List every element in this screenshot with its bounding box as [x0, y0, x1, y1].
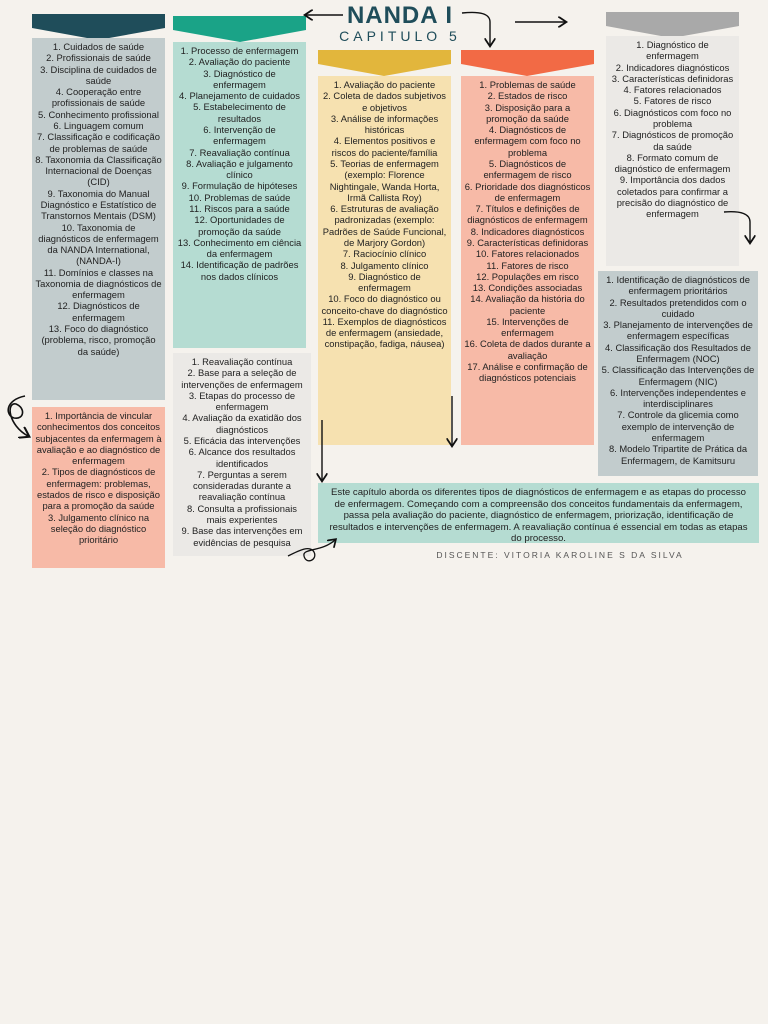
list-item: 8. Avaliação e julgamento clínico	[186, 157, 293, 181]
col2-bottom-box	[173, 353, 311, 556]
list-item: 14. Avaliação da história do paciente	[470, 293, 585, 316]
col2-top-list	[176, 45, 303, 282]
list-item: 6. Prioridade dos diagnósticos de enfermagem	[464, 180, 591, 203]
list-item: 11. Riscos para a saúde	[189, 202, 290, 214]
list-item: 11. Fatores de risco	[486, 259, 569, 271]
col4-list	[464, 79, 591, 384]
banner-navy	[32, 14, 165, 40]
list-item: 15. Intervenções de enfermagem	[486, 315, 569, 339]
list-item: 7. Títulos e definições de diagnósticos de enfermagem	[467, 203, 588, 226]
list-item: 6. Linguagem comum	[53, 119, 144, 131]
col1-top-box	[32, 38, 165, 400]
col5-top-box	[606, 36, 739, 266]
banner-gray	[606, 12, 739, 38]
banner-mustard	[318, 50, 451, 76]
list-item: 14. Identificação de padrões nos dados clínicos	[180, 259, 299, 282]
list-item: 9. Importância dos dados coletados para confirmar a precisão do diagnóstico de enfermagem	[616, 174, 729, 220]
list-item: 1. Diagnóstico de enfermagem	[636, 39, 709, 62]
list-item: 8. Formato comum de diagnóstico de enfermagem	[614, 151, 731, 175]
summary-box: Este capítulo aborda os diferentes tipos de diagnósticos de enfermagem e as etapas do processo de enfermagem. Começando com a compreensão dos conceitos fundamentais da enfermagem, passa pela avaliação do paciente, diagnóstico de enfermagem, priorização, identificação de resultados e intervenções de enfermagem. A reavaliação contínua é essencial em todas as etapas do processo.	[318, 483, 759, 543]
list-item: 10. Taxonomia de diagnósticos de enfermagem da NANDA International, (NANDA-I)	[38, 221, 159, 267]
list-item: 4. Classificação dos Resultados de Enfermagem (NOC)	[605, 341, 751, 364]
list-item: 4. Cooperação entre profissionais de saúde	[51, 86, 146, 109]
col3-box	[318, 76, 451, 445]
list-item: 4. Diagnósticos de enfermagem com foco no problema	[474, 124, 581, 158]
list-item: 4. Fatores relacionados	[623, 84, 722, 96]
list-item: 4. Planejamento de cuidados	[179, 90, 300, 102]
list-item: 2. Coleta de dados subjetivos e objetivos	[323, 90, 446, 113]
list-item: 8. Julgamento clínico	[340, 259, 429, 271]
list-item: 3. Planejamento de intervenções de enfermagem específicas	[603, 319, 753, 342]
list-item: 11. Exemplos de diagnósticos de enfermagem (ansiedade, constipação, fadiga, náusea)	[322, 315, 447, 350]
list-item: 2. Base para a seleção de intervenções de enfermagem	[181, 367, 303, 390]
list-item: 6. Intervenção de enfermagem	[203, 123, 276, 147]
list-item: 4. Avaliação da exatidão dos diagnósticos	[182, 412, 302, 435]
list-item: 6. Diagnósticos com foco no problema	[613, 106, 732, 129]
list-item: 13. Conhecimento em ciência da enfermagem	[177, 236, 302, 260]
col1-bottom-list	[35, 410, 162, 545]
list-item: 2. Profissionais de saúde	[46, 52, 151, 64]
list-item: 8. Taxonomia da Classificação Internacional de Doenças (CID)	[35, 153, 162, 188]
page-subtitle: CAPITULO 5	[339, 28, 461, 44]
list-item: 13. Condições associadas	[472, 282, 583, 294]
list-item: 6. Estruturas de avaliação padronizadas (exemplo: Padrões de Saúde Funcional, de Marjory Gordon)	[322, 203, 447, 248]
swirl-col1	[8, 396, 28, 436]
col2-top-box	[173, 42, 306, 348]
author-credit: DISCENTE: VITORIA KAROLINE S DA SILVA	[436, 550, 684, 560]
list-item: 3. Disciplina de cuidados de saúde	[40, 63, 157, 86]
list-item: 8. Indicadores diagnósticos	[470, 225, 585, 237]
list-item: 2. Resultados pretendidos com o cuidado	[609, 296, 747, 319]
list-item: 2. Indicadores diagnósticos	[615, 61, 730, 73]
list-item: 9. Formulação de hipóteses	[181, 180, 298, 192]
list-item: 7. Raciocínio clínico	[342, 248, 427, 260]
list-item: 6. Alcance dos resultados identificados	[188, 446, 296, 469]
list-item: 10. Fatores relacionados	[475, 248, 580, 260]
list-item: 7. Classificação e codificação de problemas de saúde	[37, 131, 160, 154]
list-item: 2. Estados de risco	[487, 90, 568, 102]
col5-bottom-box	[598, 271, 758, 476]
list-item: 1. Cuidados de saúde	[52, 41, 145, 52]
list-item: 1. Importância de vincular conhecimentos dos conceitos subjacentes da enfermagem à avaliação e ao diagnóstico de enfermagem	[35, 410, 162, 467]
list-item: 5. Conhecimento profissional	[38, 108, 159, 120]
list-item: 12. Oportunidades de promoção da saúde	[194, 214, 285, 237]
list-item: 3. Análise de informações históricas	[330, 112, 439, 136]
list-item: 9. Características definidoras	[466, 236, 589, 248]
banner-coral	[461, 50, 594, 76]
list-item: 1. Problemas de saúde	[479, 79, 576, 90]
list-item: 2. Tipos de diagnósticos de enfermagem: problemas, estados de risco e disposição para a promoção da saúde	[37, 466, 160, 512]
col2-bottom-list	[176, 356, 308, 548]
list-item: 8. Consulta a profissionais mais experientes	[187, 502, 297, 525]
list-item: 7. Reavaliação contínua	[189, 146, 290, 158]
list-item: 11. Domínios e classes na Taxonomia de diagnósticos de enfermagem	[35, 266, 162, 301]
list-item: 3. Julgamento clínico na seleção do diagnóstico prioritário	[47, 511, 150, 546]
list-item: 5. Eficácia das intervenções	[183, 434, 301, 446]
list-item: 3. Disposição para a promoção da saúde	[484, 101, 571, 124]
list-item: 9. Diagnóstico de enfermagem	[348, 270, 421, 294]
col3-list	[321, 79, 448, 350]
list-item: 8. Modelo Tripartite de Prática da Enfermagem, de Kamitsuru	[608, 443, 748, 466]
list-item: 3. Características definidoras	[611, 72, 734, 84]
list-item: 7. Diagnósticos de promoção da saúde	[611, 129, 734, 152]
list-item: 17. Análise e confirmação de diagnósticos potenciais	[467, 361, 588, 384]
list-item: 10. Problemas de saúde	[188, 191, 291, 203]
list-item: 6. Intervenções independentes e interdisciplinares	[609, 386, 747, 410]
list-item: 3. Diagnóstico de enfermagem	[203, 67, 276, 90]
list-item: 13. Foco do diagnóstico (problema, risco, promoção da saúde)	[41, 323, 156, 357]
col5-top-list	[609, 39, 736, 220]
list-item: 1. Identificação de diagnósticos de enfermagem prioritários	[606, 274, 750, 297]
col1-top-list	[35, 41, 162, 357]
col1-bottom-box	[32, 407, 165, 568]
list-item: 9. Base das intervenções em evidências de pesquisa	[181, 525, 303, 548]
list-item: 2. Avaliação do paciente	[188, 56, 291, 68]
list-item: 1. Reavaliação contínua	[191, 356, 293, 367]
list-item: 5. Classificação das Intervenções de Enfermagem (NIC)	[601, 364, 755, 387]
list-item: 9. Taxonomia do Manual Diagnóstico e Estatístico de Transtornos Mentais (DSM)	[40, 187, 157, 222]
col5-bottom-list	[601, 274, 755, 466]
list-item: 5. Teorias de enfermagem (exemplo: Florence Nightingale, Wanda Horta, Irmã Callista Roy)	[329, 157, 440, 203]
list-item: 3. Etapas do processo de enfermagem	[188, 389, 296, 413]
list-item: 5. Estabelecimento de resultados	[193, 101, 286, 124]
list-item: 1. Processo de enfermagem	[180, 45, 299, 56]
list-item: 10. Foco do diagnóstico ou conceito-chave do diagnóstico	[321, 293, 448, 316]
list-item: 5. Fatores de risco	[633, 95, 712, 107]
list-item: 4. Elementos positivos e riscos do paciente/família	[331, 135, 438, 158]
col4-box	[461, 76, 594, 445]
list-item: 7. Controle da glicemia como exemplo de intervenção de enfermagem	[617, 409, 739, 443]
list-item: 7. Perguntas a serem consideradas durante a reavaliação contínua	[193, 468, 291, 503]
list-item: 16. Coleta de dados durante a avaliação	[464, 338, 591, 361]
page-title: NANDA I	[346, 2, 454, 29]
list-item: 1. Avaliação do paciente	[333, 79, 436, 90]
list-item: 12. Diagnósticos de enfermagem	[57, 300, 140, 323]
list-item: 12. Populações em risco	[476, 270, 579, 282]
list-item: 5. Diagnósticos de enfermagem de risco	[483, 157, 572, 181]
banner-teal	[173, 16, 306, 42]
